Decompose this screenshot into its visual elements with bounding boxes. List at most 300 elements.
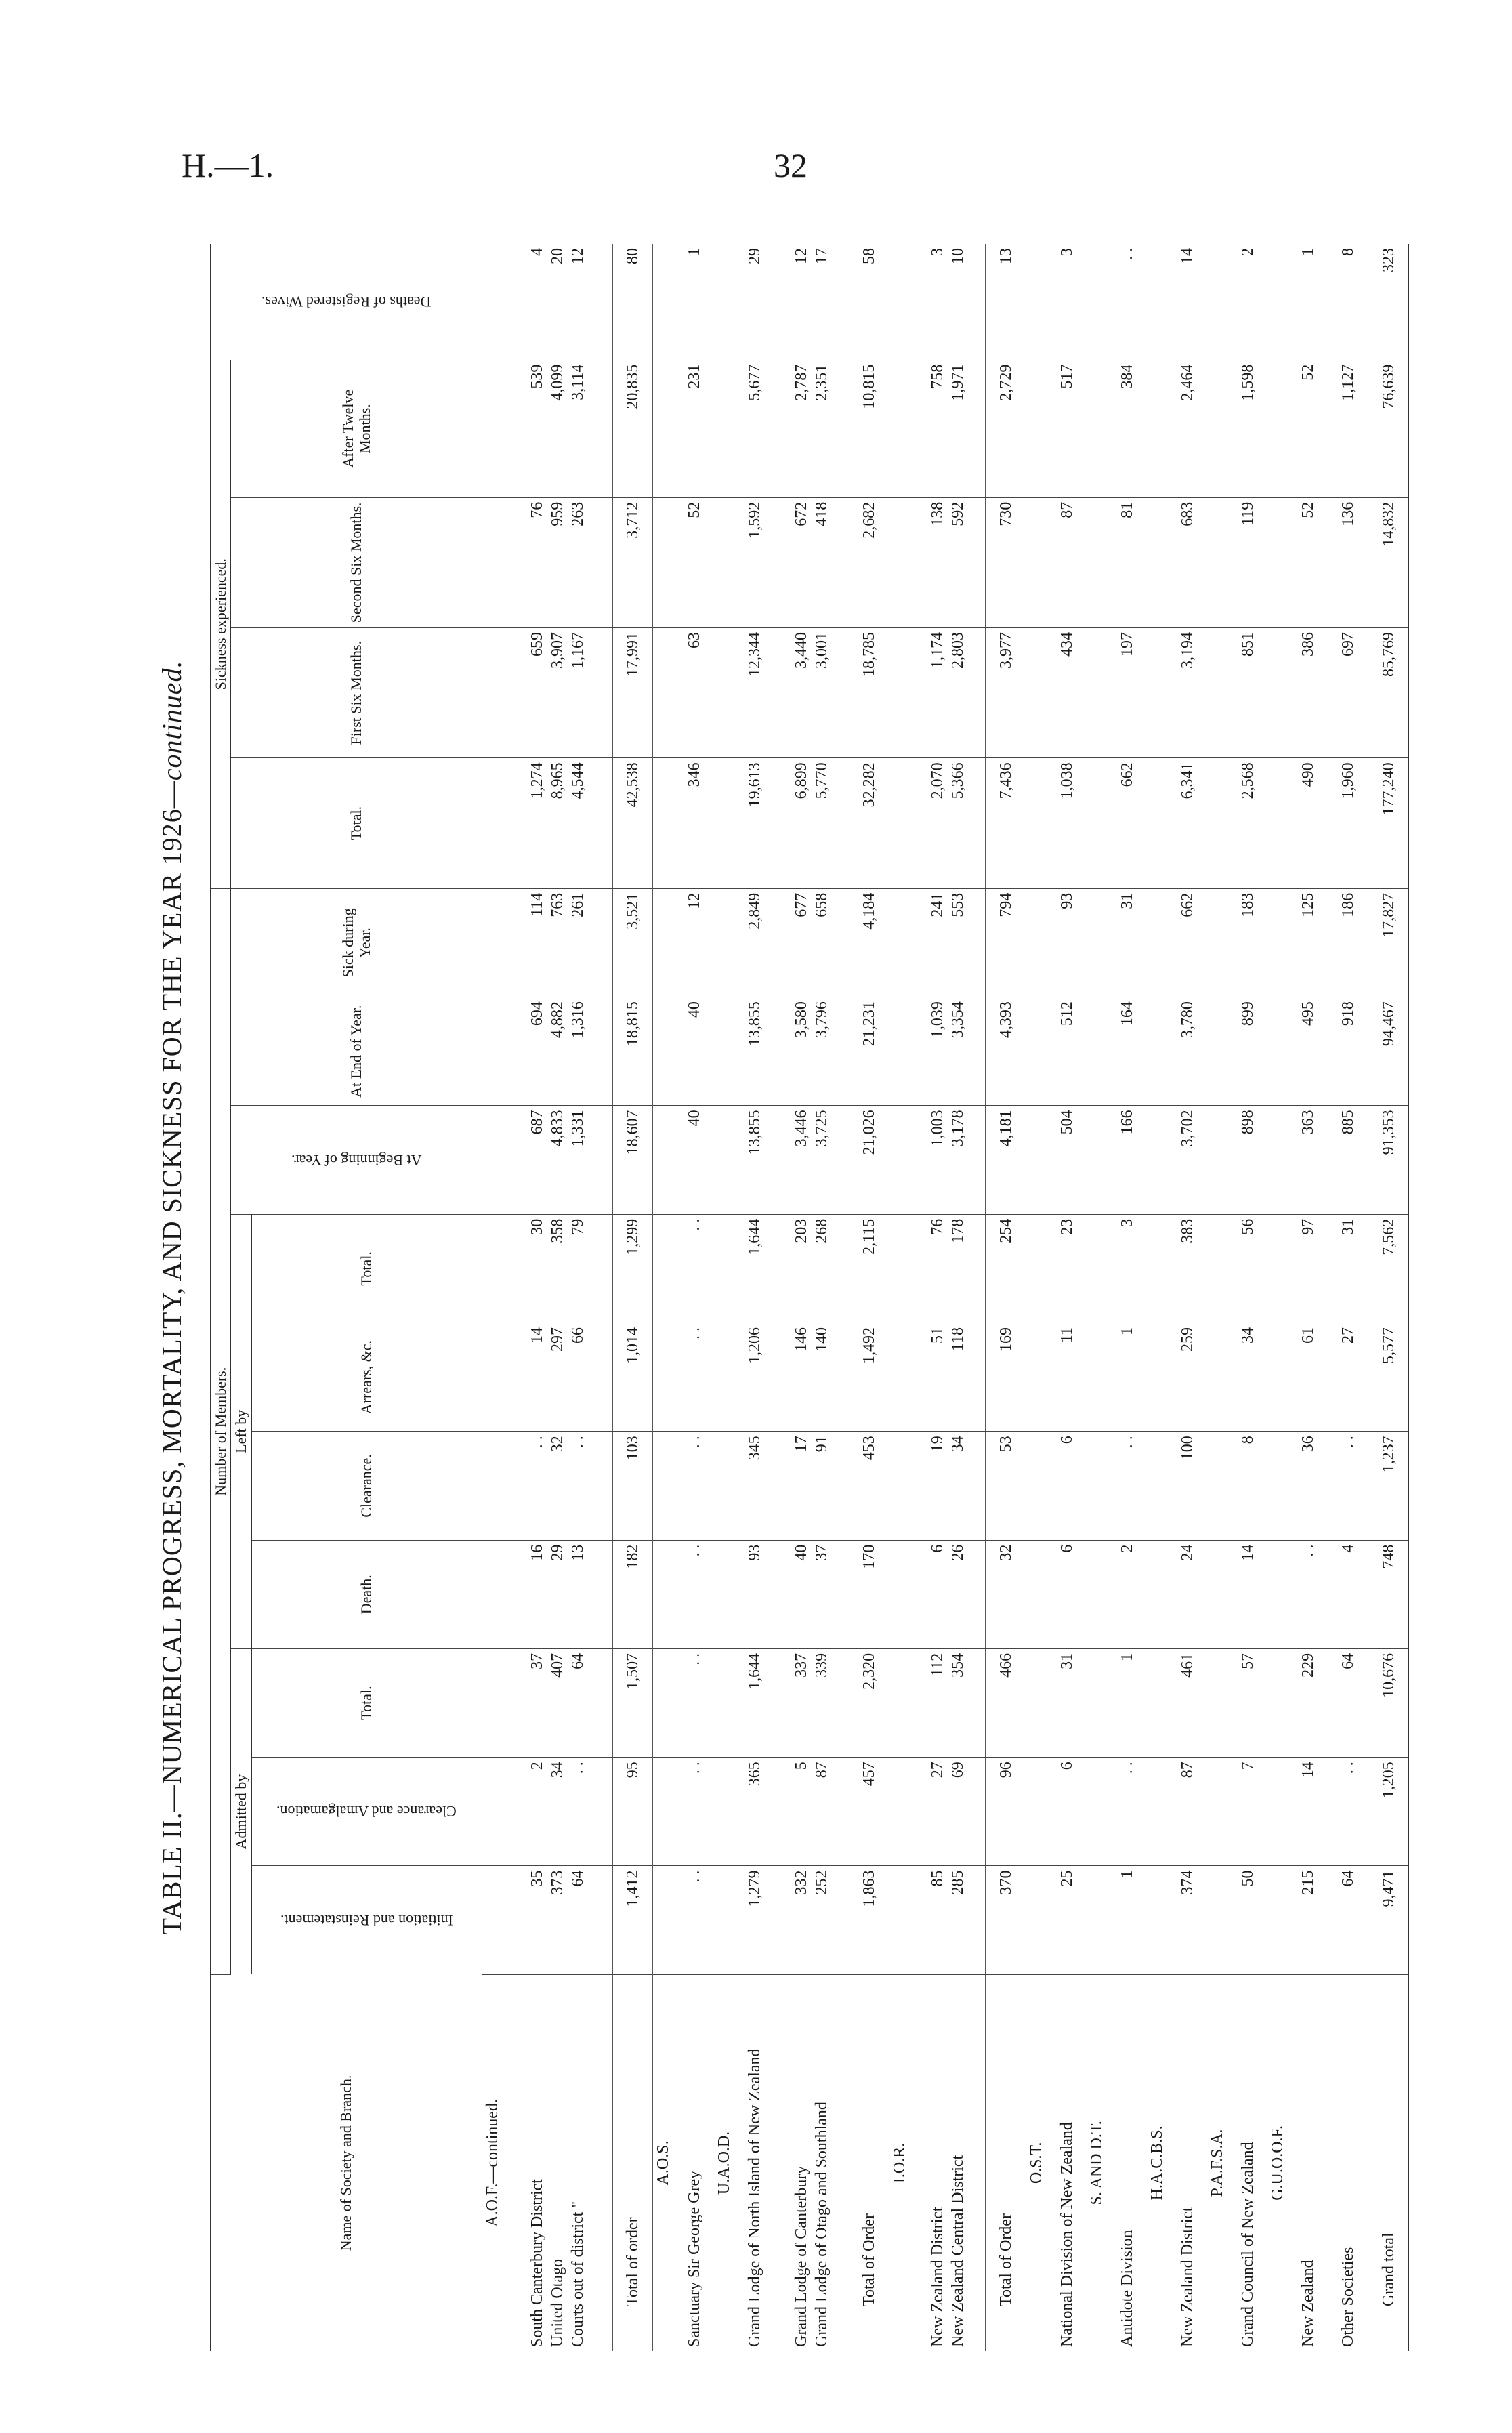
value-cell — [986, 1214, 1026, 1323]
empty-cell — [1267, 1866, 1288, 1974]
empty-cell — [714, 1432, 735, 1540]
value: 466 — [996, 1652, 1015, 1678]
value-cell — [1168, 1866, 1207, 1974]
value: 96 — [996, 1762, 1015, 1779]
value-cell — [849, 360, 889, 497]
value-cell — [1368, 1214, 1409, 1323]
value: 56 — [1239, 1218, 1257, 1235]
value-cell — [1108, 758, 1147, 888]
value: 14,832 — [1379, 501, 1398, 547]
value-cell — [849, 888, 889, 997]
value: 85,769 — [1379, 632, 1398, 678]
value: 146 — [792, 1327, 810, 1352]
value-cell — [1108, 1432, 1147, 1540]
value: 354 — [949, 1652, 967, 1678]
value: 4,184 — [860, 892, 878, 930]
header-at-end: At End of Year. — [231, 997, 482, 1106]
branch-name: Total of order — [624, 2217, 642, 2306]
value: 136 — [1339, 501, 1357, 526]
value: 3 — [1057, 248, 1076, 256]
value-cell — [774, 497, 849, 627]
value: 553 — [949, 892, 967, 917]
value: 103 — [624, 1436, 642, 1461]
value-cell — [503, 997, 613, 1106]
empty-cell — [653, 997, 675, 1106]
value: 12 — [569, 248, 587, 264]
value: 40 — [685, 1110, 703, 1127]
value-cell — [910, 244, 985, 360]
empty-cell — [653, 1214, 675, 1323]
value-cell — [674, 997, 713, 1106]
empty-cell — [1087, 1866, 1108, 1974]
empty-cell — [714, 244, 735, 360]
value-cell — [986, 1106, 1026, 1214]
value: 1,331 — [569, 1110, 587, 1147]
value: 346 — [685, 762, 703, 787]
value: 2,787 — [792, 364, 810, 401]
empty-cell — [889, 1648, 911, 1757]
value: 748 — [1379, 1544, 1398, 1569]
value-cell — [1168, 1758, 1207, 1866]
value: 3,580 — [792, 1001, 810, 1039]
empty-cell — [1267, 628, 1288, 758]
value: 14 — [1299, 1762, 1318, 1779]
value: 374 — [1179, 1870, 1197, 1895]
society-name: I.O.R. — [891, 2142, 909, 2184]
value-cell — [1288, 1106, 1328, 1214]
value: 140 — [812, 1327, 831, 1352]
value: 2,115 — [860, 1218, 878, 1255]
society-name: A.O.S. — [654, 2140, 673, 2186]
value: 18,785 — [860, 632, 878, 678]
value: 384 — [1118, 364, 1137, 389]
table-body — [482, 244, 1408, 2351]
value-cell — [503, 1323, 613, 1432]
value: . . — [685, 1544, 703, 1557]
value-cell — [1328, 888, 1368, 997]
header-clearance-amalg-text: Clearance and Amalgamation. — [276, 1803, 457, 1821]
branch-name: United Otago — [549, 2259, 567, 2347]
empty-cell — [714, 888, 735, 997]
header-clearance-amalg — [251, 1758, 482, 1866]
value-cell — [1288, 888, 1328, 997]
value: 285 — [949, 1870, 967, 1895]
value-cell — [774, 1214, 849, 1323]
society-group-row — [889, 244, 911, 2351]
value-cell — [1168, 360, 1207, 497]
value: 4 — [528, 248, 547, 256]
branch-name-cell — [849, 1974, 889, 2351]
value-cell — [1228, 1323, 1267, 1432]
empty-cell — [889, 997, 911, 1106]
value-cell — [1047, 1106, 1087, 1214]
value-cell — [503, 244, 613, 360]
empty-cell — [1147, 758, 1168, 888]
empty-cell — [1207, 758, 1228, 888]
branch-name-cell — [1228, 1974, 1267, 2351]
branch-name: Total of Order — [996, 2213, 1015, 2306]
value: 17 — [792, 1436, 810, 1453]
value-cell — [1328, 997, 1368, 1106]
value-cell — [1228, 758, 1267, 888]
value: 29 — [745, 248, 763, 264]
value-cell — [1368, 888, 1409, 997]
branch-name: Grand Lodge of North Island of New Zealand — [745, 2048, 763, 2347]
value: 1,014 — [624, 1327, 642, 1364]
value: 25 — [1057, 1870, 1076, 1887]
empty-cell — [889, 244, 911, 360]
value: 434 — [1057, 632, 1076, 657]
value-cell — [735, 1758, 774, 1866]
branch-name: Grand total — [1379, 2232, 1398, 2306]
branch-name: Other Societies — [1339, 2247, 1357, 2347]
empty-cell — [1026, 888, 1047, 997]
value: 14 — [528, 1327, 547, 1344]
header-sick-total: Total. — [231, 758, 482, 888]
value: 34 — [549, 1762, 567, 1779]
value-cell — [1328, 1540, 1368, 1648]
value-cell — [910, 1323, 985, 1432]
branch-name-cell — [910, 1974, 985, 2351]
value-cell — [612, 628, 653, 758]
value: 215 — [1299, 1870, 1318, 1895]
empty-cell — [1207, 1540, 1228, 1648]
empty-cell — [714, 997, 735, 1106]
value-cell — [986, 360, 1026, 497]
value: 76 — [528, 501, 547, 518]
value: 23 — [1057, 1218, 1076, 1235]
value: 3,001 — [812, 632, 831, 669]
value-cell — [986, 758, 1026, 888]
empty-cell — [1147, 1323, 1168, 1432]
branch-name: New Zealand Central District — [949, 2155, 967, 2347]
value-cell — [1368, 497, 1409, 627]
empty-cell — [889, 1758, 911, 1866]
value: 4,393 — [996, 1001, 1015, 1039]
empty-cell — [653, 1758, 675, 1866]
value-cell — [910, 360, 985, 497]
value: 17 — [812, 248, 831, 264]
value: 8 — [1339, 248, 1357, 256]
value: 182 — [624, 1544, 642, 1569]
empty-cell — [653, 1540, 675, 1648]
empty-cell — [653, 244, 675, 360]
branch-name-cell — [503, 1974, 613, 2351]
value: 512 — [1057, 1001, 1076, 1026]
value-cell — [774, 758, 849, 888]
value: 19 — [929, 1436, 947, 1453]
value-cell — [735, 1648, 774, 1757]
value: 323 — [1379, 248, 1398, 272]
value: 93 — [745, 1544, 763, 1561]
value-cell — [849, 1432, 889, 1540]
empty-cell — [482, 1323, 503, 1432]
value: 4,181 — [996, 1110, 1015, 1147]
empty-cell — [1087, 244, 1108, 360]
value: 20,835 — [624, 364, 642, 409]
empty-cell — [1026, 1758, 1047, 1866]
value: 345 — [745, 1436, 763, 1461]
empty-cell — [482, 888, 503, 997]
header-deaths-wives-text: Deaths of Registered Wives. — [261, 293, 431, 310]
header-name: Name of Society and Branch. — [211, 1974, 482, 2351]
value-cell — [1108, 1323, 1147, 1432]
empty-cell — [1087, 360, 1108, 497]
value: . . — [1299, 1544, 1318, 1557]
value: 31 — [1339, 1218, 1357, 1235]
value: 1,971 — [949, 364, 967, 401]
empty-cell — [714, 1758, 735, 1866]
value-cell — [1168, 1648, 1207, 1757]
empty-cell — [482, 1214, 503, 1323]
branch-name-cell — [1168, 1974, 1207, 2351]
empty-cell — [653, 628, 675, 758]
value: 4,544 — [569, 762, 587, 799]
society-group-row — [482, 244, 503, 2351]
value: 61 — [1299, 1327, 1318, 1344]
value-cell — [1288, 1540, 1328, 1648]
value-cell — [1047, 1540, 1087, 1648]
value: 34 — [1239, 1327, 1257, 1344]
value-cell — [1108, 244, 1147, 360]
value-cell — [503, 758, 613, 888]
value: 13,855 — [745, 1001, 763, 1047]
value: 457 — [860, 1762, 878, 1787]
value-cell — [849, 997, 889, 1106]
value: 3,521 — [624, 892, 642, 930]
value: . . — [1118, 1436, 1137, 1449]
value: 1,167 — [569, 632, 587, 669]
empty-cell — [889, 1214, 911, 1323]
value-cell — [674, 888, 713, 997]
value-cell — [612, 1214, 653, 1323]
value-cell — [774, 888, 849, 997]
value-cell — [1047, 1432, 1087, 1540]
value-cell — [735, 497, 774, 627]
value-cell — [1328, 1323, 1368, 1432]
value-cell — [849, 1866, 889, 1974]
header-left-total: Total. — [251, 1214, 482, 1323]
value: 87 — [1179, 1762, 1197, 1779]
empty-cell — [1026, 1323, 1047, 1432]
value: 52 — [685, 501, 703, 518]
society-name: P.A.F.S.A. — [1209, 2129, 1227, 2197]
value-cell — [612, 1866, 653, 1974]
value: 3,440 — [792, 632, 810, 669]
value-cell — [612, 1323, 653, 1432]
value-cell — [1168, 497, 1207, 627]
value-cell — [986, 1432, 1026, 1540]
value: 659 — [528, 632, 547, 657]
header-initiation — [251, 1866, 482, 1974]
empty-cell — [482, 244, 503, 360]
empty-cell — [714, 758, 735, 888]
value-cell — [735, 1323, 774, 1432]
value: 677 — [792, 892, 810, 917]
value: 1,274 — [528, 762, 547, 799]
empty-cell — [1267, 758, 1288, 888]
empty-cell — [714, 1214, 735, 1323]
value: 13 — [569, 1544, 587, 1561]
branch-name: South Canterbury District — [528, 2179, 547, 2347]
value-cell — [1047, 1323, 1087, 1432]
value-cell — [612, 360, 653, 497]
empty-cell — [1267, 888, 1288, 997]
value: 64 — [1339, 1652, 1357, 1669]
value: 186 — [1339, 892, 1357, 917]
society-name: H.A.C.B.S. — [1148, 2125, 1167, 2201]
empty-cell — [482, 497, 503, 627]
value-cell — [612, 758, 653, 888]
empty-cell — [714, 628, 735, 758]
value-cell — [1288, 497, 1328, 627]
value-cell — [849, 628, 889, 758]
value: 418 — [812, 501, 831, 526]
empty-cell — [1026, 1540, 1047, 1648]
value-cell — [1228, 244, 1267, 360]
value: 1,960 — [1339, 762, 1357, 799]
value-cell — [910, 497, 985, 627]
value: 11 — [1057, 1327, 1076, 1344]
value-cell — [735, 1432, 774, 1540]
value: 166 — [1118, 1110, 1137, 1135]
value: 6,899 — [792, 762, 810, 799]
value: 10,676 — [1379, 1652, 1398, 1698]
empty-cell — [1207, 1323, 1228, 1432]
empty-cell — [482, 1866, 503, 1974]
value: 21,026 — [860, 1110, 878, 1155]
empty-cell — [714, 1866, 735, 1974]
value: 1,492 — [860, 1327, 878, 1364]
value: 3,354 — [949, 1001, 967, 1039]
value: 76 — [929, 1218, 947, 1235]
empty-cell — [1026, 244, 1047, 360]
empty-cell — [1267, 497, 1288, 627]
value: 461 — [1179, 1652, 1197, 1678]
value: 87 — [1057, 501, 1076, 518]
value-cell — [612, 244, 653, 360]
empty-cell — [714, 360, 735, 497]
value: 7 — [1239, 1762, 1257, 1770]
header-sickness: Sickness experienced. — [211, 360, 231, 888]
branch-name: National Division of New Zealand — [1057, 2122, 1076, 2347]
value: 3,446 — [792, 1110, 810, 1147]
empty-cell — [1026, 1432, 1047, 1540]
value-cell — [1168, 1214, 1207, 1323]
branch-name: Sanctuary Sir George Grey — [685, 2170, 703, 2347]
value: 2,729 — [996, 364, 1015, 401]
value-cell — [503, 360, 613, 497]
empty-cell — [1087, 1540, 1108, 1648]
society-group-row — [714, 244, 735, 2351]
value-cell — [1328, 244, 1368, 360]
value: 64 — [569, 1652, 587, 1669]
empty-cell — [1147, 1648, 1168, 1757]
value: 358 — [549, 1218, 567, 1243]
value-cell — [1047, 888, 1087, 997]
value: 263 — [569, 501, 587, 526]
value: 170 — [860, 1544, 878, 1569]
value-cell — [1108, 1106, 1147, 1214]
value: 1 — [1299, 248, 1318, 256]
empty-cell — [1147, 1432, 1168, 1540]
empty-cell — [1026, 1214, 1047, 1323]
value-cell — [1047, 497, 1087, 627]
value-cell — [1047, 1648, 1087, 1757]
value-cell — [503, 1758, 613, 1866]
branch-name-cell — [774, 1974, 849, 2351]
branch-row — [1168, 244, 1207, 2351]
branch-name: Grand Council of New Zealand — [1239, 2142, 1257, 2347]
header-death: Death. — [251, 1540, 482, 1648]
value: 6 — [1057, 1436, 1076, 1444]
value: 7,436 — [996, 762, 1015, 799]
value: 2 — [1239, 248, 1257, 256]
empty-cell — [889, 1323, 911, 1432]
value-cell — [1368, 758, 1409, 888]
branch-name: Grand Lodge of Canterbury — [792, 2165, 810, 2347]
empty-cell — [889, 360, 911, 497]
value: 1,205 — [1379, 1762, 1398, 1799]
branch-row — [1108, 244, 1147, 2351]
value: 76,639 — [1379, 364, 1398, 409]
value-cell — [849, 1214, 889, 1323]
empty-cell — [1267, 1758, 1288, 1866]
value-cell — [849, 1323, 889, 1432]
value: 268 — [812, 1218, 831, 1243]
value-cell — [986, 1648, 1026, 1757]
empty-cell — [482, 997, 503, 1106]
empty-cell — [1147, 244, 1168, 360]
value-cell — [735, 997, 774, 1106]
value: . . — [685, 1870, 703, 1883]
branch-row — [910, 244, 985, 2351]
value-cell — [1288, 1648, 1328, 1757]
value: 112 — [929, 1652, 947, 1677]
society-name: S. AND D.T. — [1088, 2121, 1106, 2205]
value: 2,849 — [745, 892, 763, 930]
branch-name: Grand Lodge of Otago and Southland — [812, 2102, 831, 2347]
value: 18,815 — [624, 1001, 642, 1047]
value: 297 — [549, 1327, 567, 1352]
value-cell — [1168, 1106, 1207, 1214]
value: 592 — [949, 501, 967, 526]
value: 125 — [1299, 892, 1318, 917]
empty-cell — [482, 628, 503, 758]
value: 118 — [949, 1327, 967, 1352]
value: 1 — [1118, 1652, 1137, 1661]
value: 177,240 — [1379, 762, 1398, 816]
empty-cell — [1267, 244, 1288, 360]
value: 658 — [812, 892, 831, 917]
empty-cell — [1087, 497, 1108, 627]
empty-cell — [714, 497, 735, 627]
value: 79 — [569, 1218, 587, 1235]
header-clearance: Clearance. — [251, 1432, 482, 1540]
value: 383 — [1179, 1218, 1197, 1243]
value: 27 — [929, 1762, 947, 1779]
value-cell — [1228, 888, 1267, 997]
value: 52 — [1299, 501, 1318, 518]
value: 241 — [929, 892, 947, 917]
empty-cell — [1147, 888, 1168, 997]
value: 1,598 — [1239, 364, 1257, 401]
header-second-six: Second Six Months. — [231, 497, 482, 627]
value: 2,464 — [1179, 364, 1197, 401]
empty-cell — [1207, 997, 1228, 1106]
value-cell — [774, 244, 849, 360]
branch-name: New Zealand District — [929, 2207, 947, 2347]
